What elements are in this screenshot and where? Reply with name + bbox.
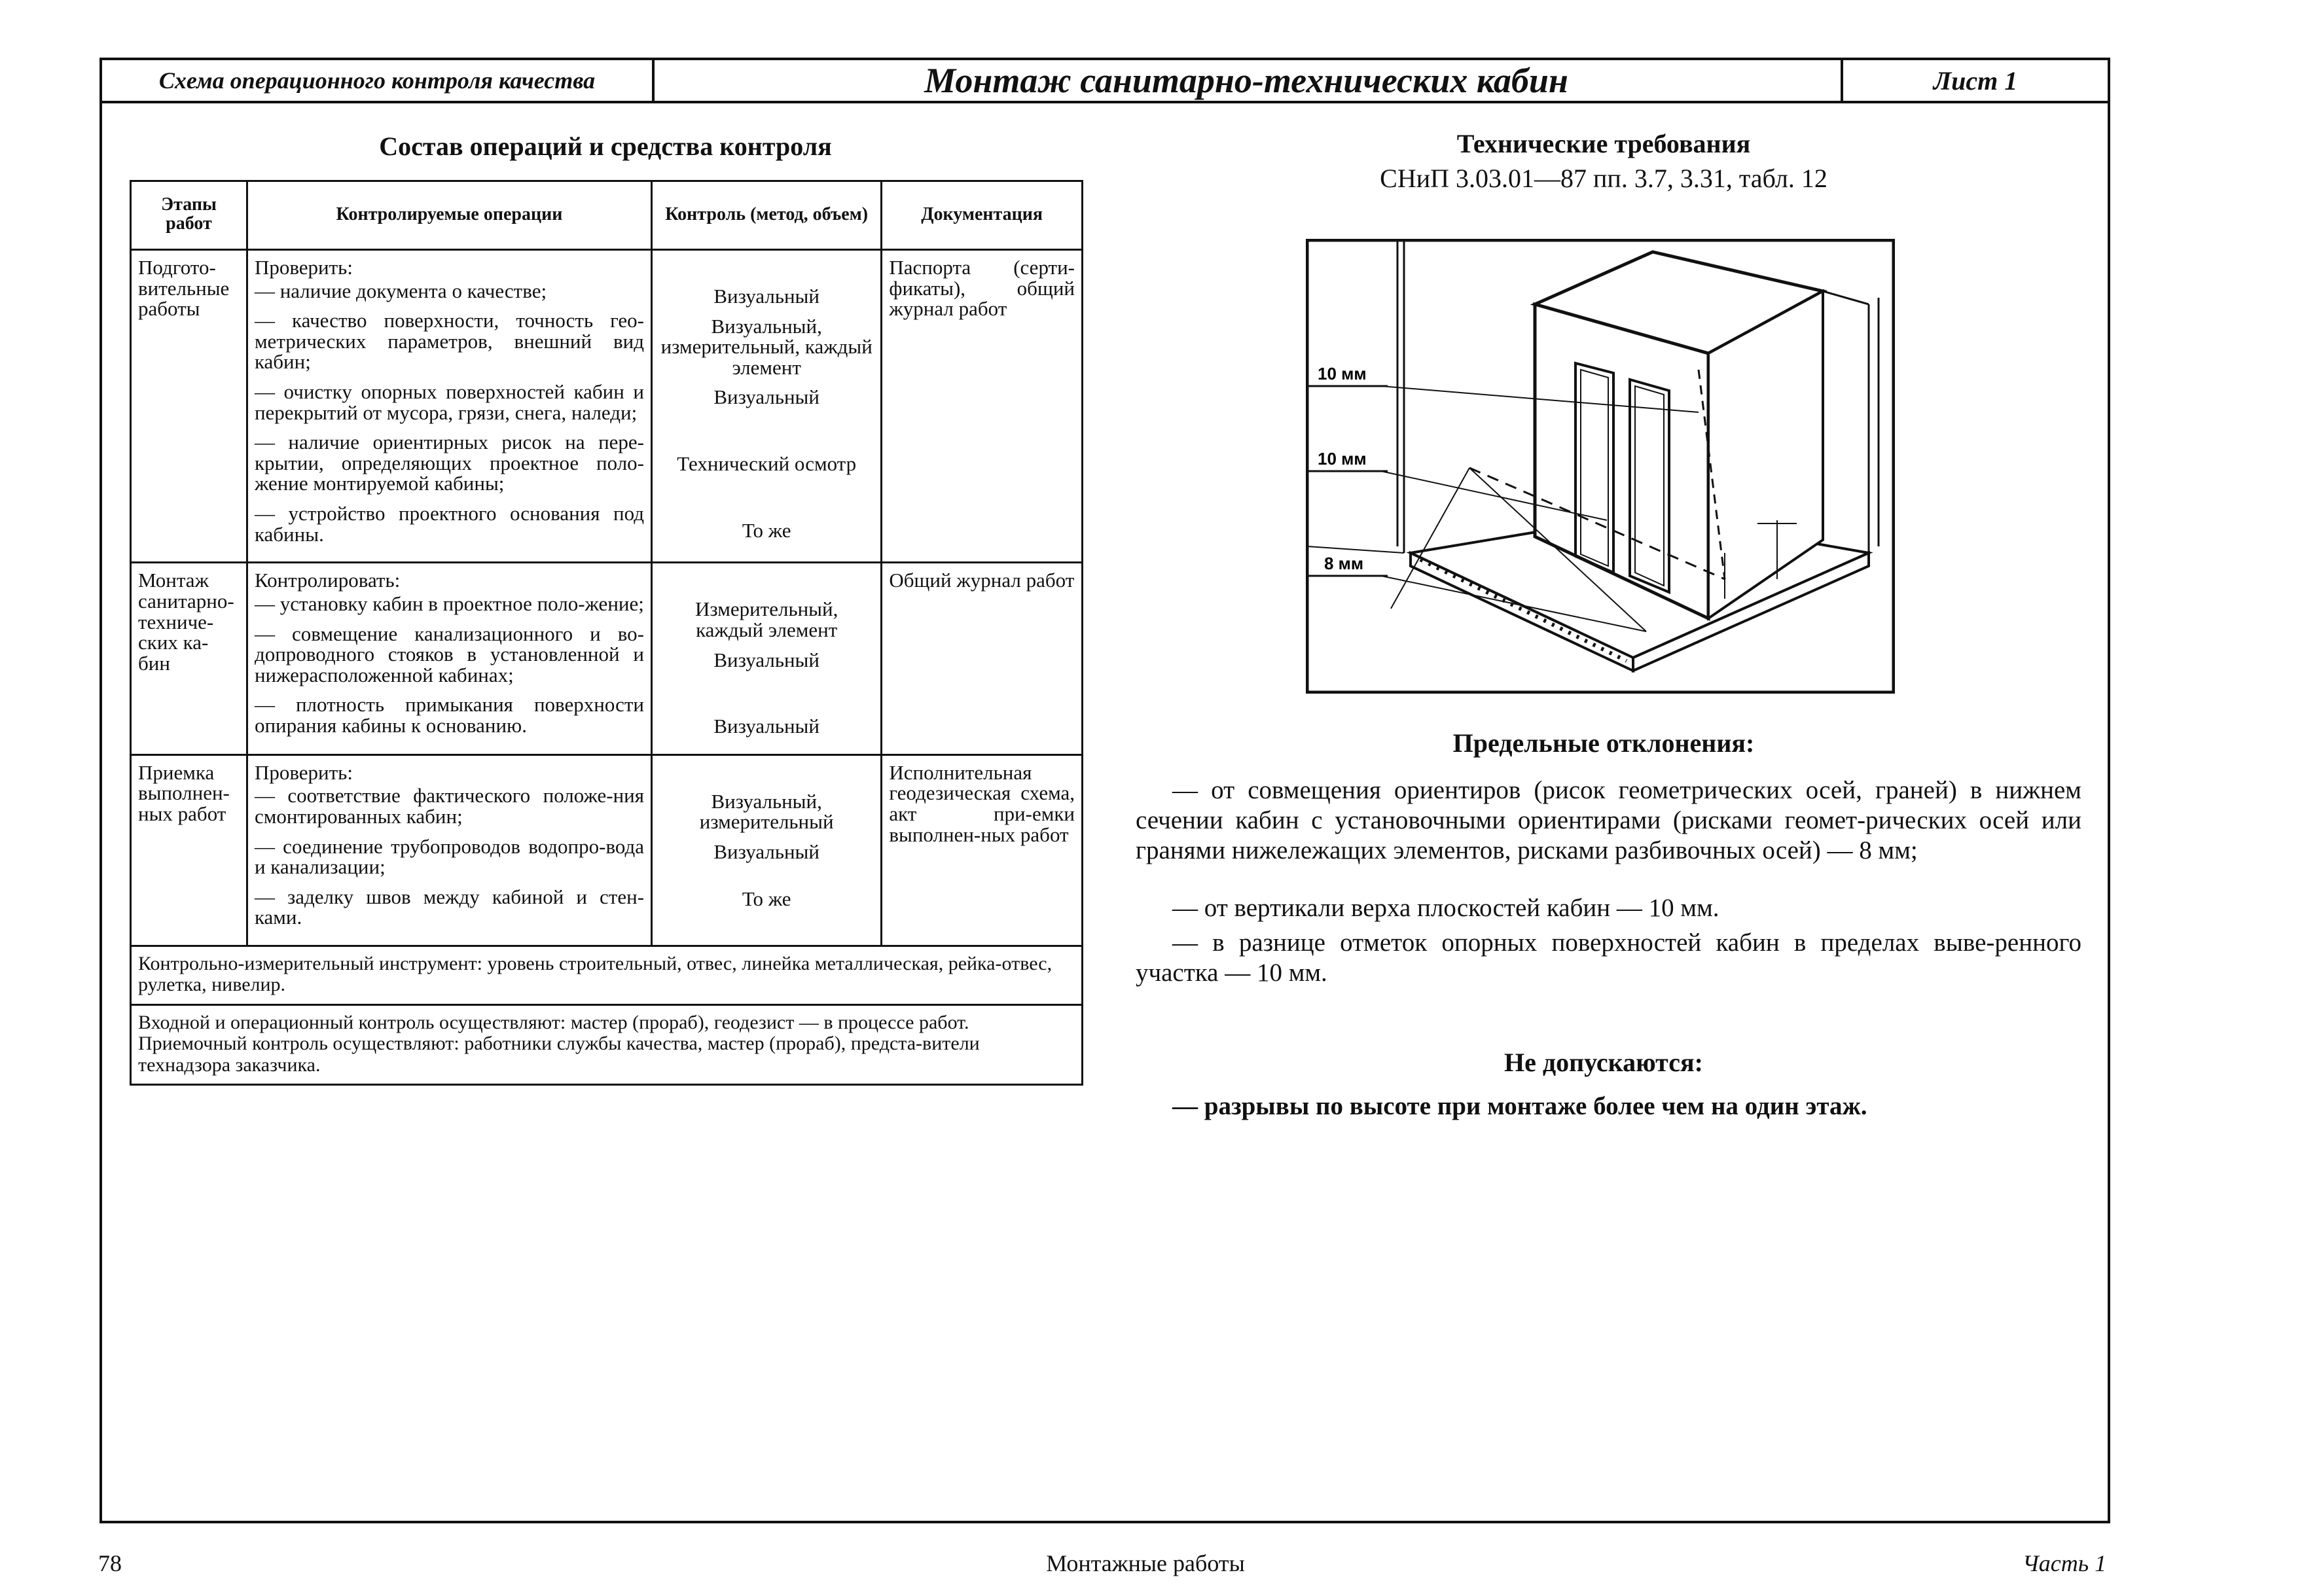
instrument-note: Контрольно-измерительный инструмент: уровень строительный, отвес, линейка металлическая, рейка-отвес, рулетка, нивелир. <box>131 946 1083 1005</box>
documentation-cell: Паспорта (серти-фикаты), общий журнал работ <box>882 250 1083 563</box>
cabin-installation-diagram <box>1306 239 1895 694</box>
not-allowed-item: — разрывы по высоте при монтаже более чем на один этаж. <box>1172 1092 1867 1120</box>
operation-item: — совмещение канализационного и во-допроводного стояков в установленной и нижерасположенной кабинах; <box>254 622 645 686</box>
table-row <box>131 250 1083 563</box>
stage-cell: Приемка выполнен-ных работ <box>131 754 247 946</box>
operation-item: — соединение трубопроводов водопро-вода и канализации; <box>254 834 645 879</box>
table-row <box>131 563 1083 754</box>
tech-requirements-heading <box>1145 128 2062 194</box>
stage-cell: Монтаж санитарно-техниче-ских ка-бин <box>131 563 247 754</box>
operation-item: — заделку швов между кабиной и стен-ками. <box>254 885 645 929</box>
label-10mm-top: 10 мм <box>1318 364 1367 383</box>
operations-lead: Проверить: <box>254 256 353 279</box>
operation-item: — устройство проектного основания под кабины. <box>254 502 645 546</box>
documentation-cell: Исполнительная геодезическая схема, акт при-емки выполнен-ных работ <box>882 754 1083 946</box>
control-item: Измерительный, каждый элемент <box>695 597 838 641</box>
col-header-operations: Контролируемые операции <box>247 181 651 250</box>
stage-cell: Подгото-вительные работы <box>131 250 247 563</box>
footer-section: Монтажные работы <box>1046 1550 1245 1576</box>
header-title: Монтаж санитарно-технических кабин <box>652 60 1843 101</box>
control-item: Визуальный <box>713 715 819 738</box>
control-staff-row <box>131 1004 1083 1084</box>
operations-lead: Контролировать: <box>254 569 401 592</box>
table-header-row <box>131 181 1083 250</box>
operations-cell <box>247 563 651 754</box>
control-note-operational: Входной и операционный контроль осуществляют: мастер (прораб), геодезист — в процессе работ. <box>138 1011 969 1033</box>
table-row <box>131 754 1083 946</box>
operation-item: — очистку опорных поверхностей кабин и перекрытий от мусора, грязи, снега, наледи; <box>254 380 645 424</box>
operation-item: — наличие документа о качестве; <box>254 279 547 302</box>
control-cell <box>652 250 882 563</box>
header-scheme-label: Схема операционного контроля качества <box>102 60 655 101</box>
operation-item: — соответствие фактического положе-ния смонтированных кабин; <box>254 784 645 828</box>
control-item: То же <box>742 887 791 910</box>
control-item: Визуальный, измерительный <box>699 789 834 834</box>
documentation-cell: Общий журнал работ <box>882 563 1083 754</box>
control-note-acceptance: Приемочный контроль осуществляют: работники службы качества, мастер (прораб), предста-вители технадзора заказчика. <box>138 1033 980 1076</box>
label-8mm: 8 мм <box>1324 554 1364 573</box>
col-header-documentation: Документация <box>882 181 1083 250</box>
deviations-title: Предельные отклонения: <box>1452 728 1755 758</box>
control-item: Визуальный <box>713 285 819 308</box>
operations-cell <box>247 754 651 946</box>
operation-item: — качество поверхности, точность гео-метрических параметров, внешний вид кабин; <box>254 309 645 374</box>
col-header-stage: Этапы работ <box>131 181 247 250</box>
operations-cell <box>247 250 651 563</box>
control-item: Визуальный <box>713 385 819 409</box>
page-number: 78 <box>98 1550 122 1576</box>
operations-title: Состав операций и средства контроля <box>379 132 832 161</box>
control-item: Визуальный, измерительный, каждый элемент <box>660 314 873 379</box>
tech-requirements-title: Технические требования <box>1456 129 1751 158</box>
instrument-row <box>131 946 1083 1005</box>
label-10mm-middle: 10 мм <box>1318 449 1367 469</box>
control-item: Технический осмотр <box>677 452 857 476</box>
operation-item: — установку кабин в проектное поло-жение; <box>254 592 644 615</box>
operations-lead: Проверить: <box>254 760 353 784</box>
control-cell <box>652 754 882 946</box>
operation-item: — плотность примыкания поверхности опирания кабины к основанию. <box>254 693 645 737</box>
col-header-control: Контроль (метод, объем) <box>652 181 882 250</box>
operation-item: — наличие ориентирных рисок на пере-крытии, определяющих проектное поло-жение монтируемой кабины; <box>254 431 645 495</box>
header-bar <box>102 60 2108 103</box>
tech-requirements-reference: СНиП 3.03.01—87 пп. 3.7, 3.31, табл. 12 <box>1380 164 1827 193</box>
control-cell <box>652 563 882 754</box>
control-item: Визуальный <box>713 840 819 863</box>
footer-part: Часть 1 <box>2023 1550 2107 1576</box>
control-staff-note <box>131 1004 1083 1084</box>
deviation-item: — от вертикали верха плоскостей кабин — 10 мм. <box>1172 894 1719 922</box>
control-item: Визуальный <box>713 648 819 671</box>
not-allowed-title: Не допускаются: <box>1503 1048 1703 1077</box>
operations-table <box>130 180 1083 1086</box>
header-sheet: Лист 1 <box>1933 65 2018 96</box>
deviation-item: — в разнице отметок опорных поверхностей кабин в пределах выве-ренного участка — 10 мм. <box>1136 929 2081 987</box>
deviation-item: — от совмещения ориентиров (рисок геометрических осей, граней) в нижнем сечении кабин с установочными ориентирами (рисками геомет-рических осей или гранями нижележащих элементов, рисками разбивочных осей) — 8 мм; <box>1136 776 2081 865</box>
control-item: То же <box>742 518 791 542</box>
